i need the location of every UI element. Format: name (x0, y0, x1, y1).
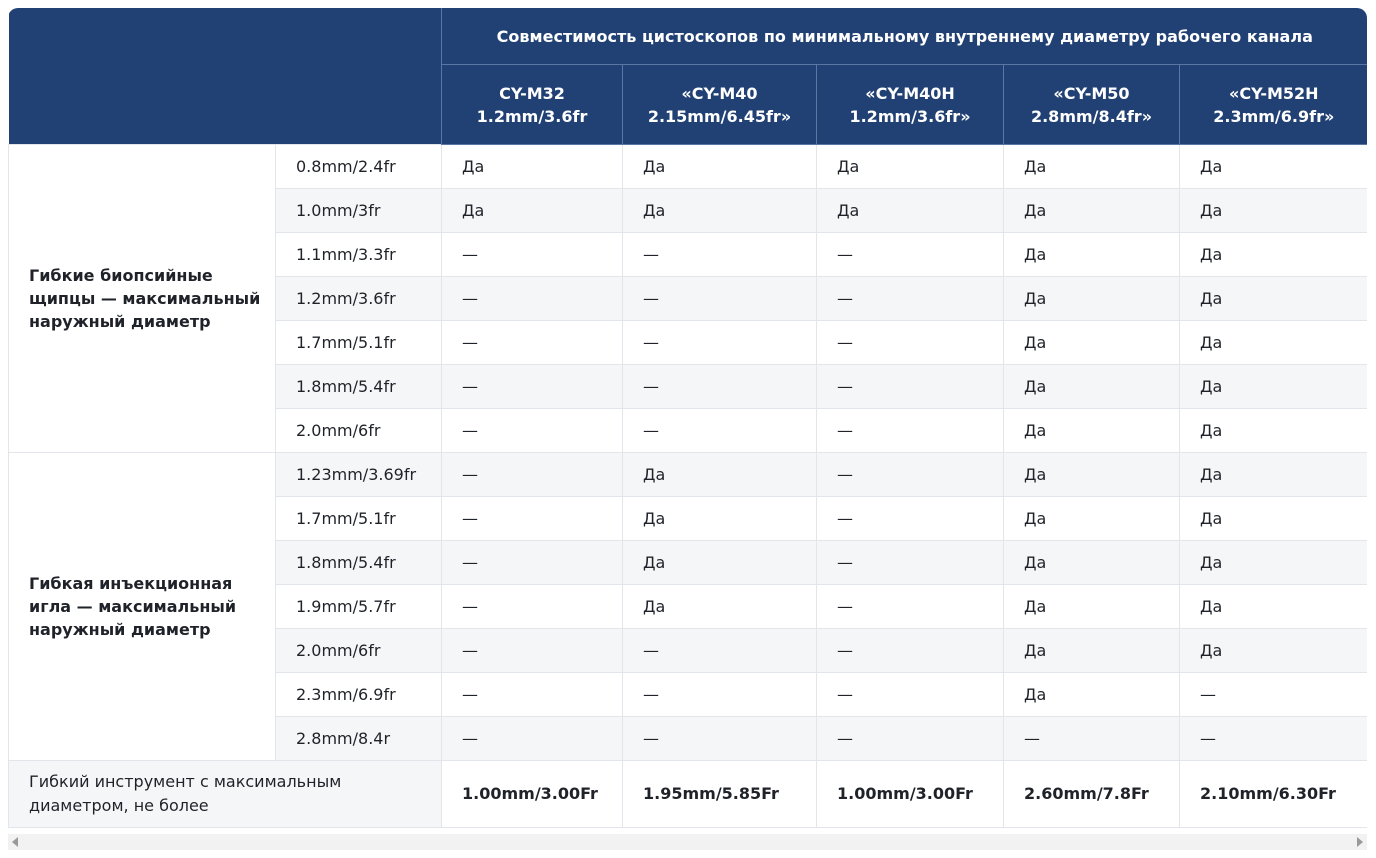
compatibility-cell: — (442, 321, 623, 365)
compatibility-cell: Да (1004, 453, 1180, 497)
compatibility-cell: — (817, 409, 1004, 453)
compatibility-cell: Да (817, 145, 1004, 189)
compatibility-cell: Да (623, 145, 817, 189)
header-corner (9, 8, 442, 145)
compatibility-cell: Да (1004, 541, 1180, 585)
compatibility-cell: — (817, 629, 1004, 673)
compatibility-cell: Да (1180, 629, 1368, 673)
compatibility-table-container (8, 8, 1367, 834)
compatibility-cell: — (817, 673, 1004, 717)
compatibility-cell: — (623, 717, 817, 761)
group-label: Гибкие биопсийные щипцы — максимальный наружный диаметр (9, 145, 276, 453)
compatibility-cell: — (817, 717, 1004, 761)
compatibility-cell: — (1004, 717, 1180, 761)
column-spec: 1.2mm/3.6fr» (849, 106, 971, 126)
compatibility-cell: — (442, 409, 623, 453)
compatibility-cell: Да (1180, 189, 1368, 233)
compatibility-cell: Да (1180, 145, 1368, 189)
compatibility-cell: — (817, 585, 1004, 629)
compatibility-cell: Да (623, 497, 817, 541)
footer-value: 1.95mm/5.85Fr (623, 761, 817, 828)
footer-value: 2.10mm/6.30Fr (1180, 761, 1368, 828)
compatibility-cell: — (442, 497, 623, 541)
compatibility-cell: — (623, 233, 817, 277)
compatibility-cell: — (442, 629, 623, 673)
compatibility-cell: — (442, 585, 623, 629)
compatibility-cell: — (623, 673, 817, 717)
compatibility-cell: Да (623, 453, 817, 497)
size-cell: 2.0mm/6fr (276, 629, 442, 673)
column-model: CY-M32 (499, 83, 565, 103)
size-cell: 1.7mm/5.1fr (276, 497, 442, 541)
compatibility-cell: — (817, 365, 1004, 409)
compatibility-cell: Да (1004, 189, 1180, 233)
size-cell: 1.9mm/5.7fr (276, 585, 442, 629)
compatibility-cell: Да (623, 585, 817, 629)
compatibility-cell: — (623, 365, 817, 409)
compatibility-cell: Да (1004, 409, 1180, 453)
size-cell: 1.1mm/3.3fr (276, 233, 442, 277)
compatibility-cell: — (817, 453, 1004, 497)
size-cell: 1.0mm/3fr (276, 189, 442, 233)
compatibility-cell: — (623, 629, 817, 673)
compatibility-cell: Да (1180, 233, 1368, 277)
compatibility-cell: — (1180, 673, 1368, 717)
scroll-right-arrow-icon[interactable] (1357, 837, 1363, 847)
compatibility-cell: Да (1180, 453, 1368, 497)
column-spec: 2.8mm/8.4fr» (1030, 106, 1153, 126)
size-cell: 1.2mm/3.6fr (276, 277, 442, 321)
compatibility-cell: — (442, 541, 623, 585)
compatibility-cell: — (817, 321, 1004, 365)
compatibility-cell: — (1180, 717, 1368, 761)
compatibility-cell: — (442, 277, 623, 321)
compatibility-cell: Да (1004, 629, 1180, 673)
column-spec: 2.15mm/6.45fr» (647, 106, 792, 126)
compatibility-cell: Да (1180, 365, 1368, 409)
column-spec: 2.3mm/6.9fr» (1213, 106, 1335, 126)
footer-value: 2.60mm/7.8Fr (1004, 761, 1180, 828)
compatibility-cell: Да (1004, 585, 1180, 629)
table-row (9, 145, 1368, 189)
compatibility-cell: Да (1180, 409, 1368, 453)
compatibility-cell: — (442, 717, 623, 761)
size-cell: 2.0mm/6fr (276, 409, 442, 453)
group-label: Гибкая инъекционная игла — максимальный наружный диаметр (9, 453, 276, 761)
compatibility-cell: — (623, 277, 817, 321)
table-title: Совместимость цистоскопов по минимальному внутреннему диаметру рабочего канала (442, 8, 1368, 65)
compatibility-cell: — (817, 233, 1004, 277)
column-header-4 (1004, 65, 1180, 145)
compatibility-table (8, 8, 1367, 828)
column-header-2 (623, 65, 817, 145)
compatibility-cell: — (623, 321, 817, 365)
size-cell: 2.8mm/8.4r (276, 717, 442, 761)
size-cell: 0.8mm/2.4fr (276, 145, 442, 189)
size-cell: 1.23mm/3.69fr (276, 453, 442, 497)
compatibility-cell: Да (1004, 365, 1180, 409)
size-cell: 1.8mm/5.4fr (276, 541, 442, 585)
table-row (9, 453, 1368, 497)
scroll-left-arrow-icon[interactable] (12, 837, 18, 847)
compatibility-cell: Да (1004, 145, 1180, 189)
compatibility-cell: Да (1004, 497, 1180, 541)
compatibility-cell: Да (623, 541, 817, 585)
footer-row (9, 761, 1368, 828)
compatibility-cell: Да (442, 189, 623, 233)
size-cell: 1.8mm/5.4fr (276, 365, 442, 409)
compatibility-cell: — (442, 453, 623, 497)
compatibility-cell: Да (817, 189, 1004, 233)
compatibility-cell: — (623, 409, 817, 453)
footer-value: 1.00mm/3.00Fr (442, 761, 623, 828)
compatibility-cell: Да (442, 145, 623, 189)
table-body (9, 145, 1368, 828)
compatibility-cell: Да (1180, 321, 1368, 365)
compatibility-cell: — (817, 277, 1004, 321)
compatibility-cell: Да (1004, 277, 1180, 321)
column-header-3 (817, 65, 1004, 145)
compatibility-cell: Да (1004, 321, 1180, 365)
column-model: «CY-M52H (1229, 83, 1319, 103)
compatibility-cell: Да (1180, 497, 1368, 541)
column-model: «CY-M40H (865, 83, 955, 103)
footer-value: 1.00mm/3.00Fr (817, 761, 1004, 828)
compatibility-cell: Да (1004, 233, 1180, 277)
size-cell: 1.7mm/5.1fr (276, 321, 442, 365)
column-header-1 (442, 65, 623, 145)
size-cell: 2.3mm/6.9fr (276, 673, 442, 717)
column-model: «CY-M50 (1053, 83, 1130, 103)
compatibility-cell: Да (1004, 673, 1180, 717)
compatibility-cell: Да (1180, 585, 1368, 629)
column-spec: 1.2mm/3.6fr (476, 106, 588, 126)
table-header (9, 8, 1368, 145)
horizontal-scrollbar[interactable] (8, 834, 1367, 850)
compatibility-cell: Да (1180, 277, 1368, 321)
compatibility-cell: — (442, 365, 623, 409)
compatibility-cell: Да (623, 189, 817, 233)
compatibility-cell: — (442, 673, 623, 717)
footer-label: Гибкий инструмент с максимальным диаметром, не более (9, 761, 442, 828)
column-header-5 (1180, 65, 1368, 145)
compatibility-cell: — (442, 233, 623, 277)
compatibility-cell: — (817, 541, 1004, 585)
compatibility-cell: Да (1180, 541, 1368, 585)
column-model: «CY-M40 (681, 83, 758, 103)
compatibility-cell: — (817, 497, 1004, 541)
